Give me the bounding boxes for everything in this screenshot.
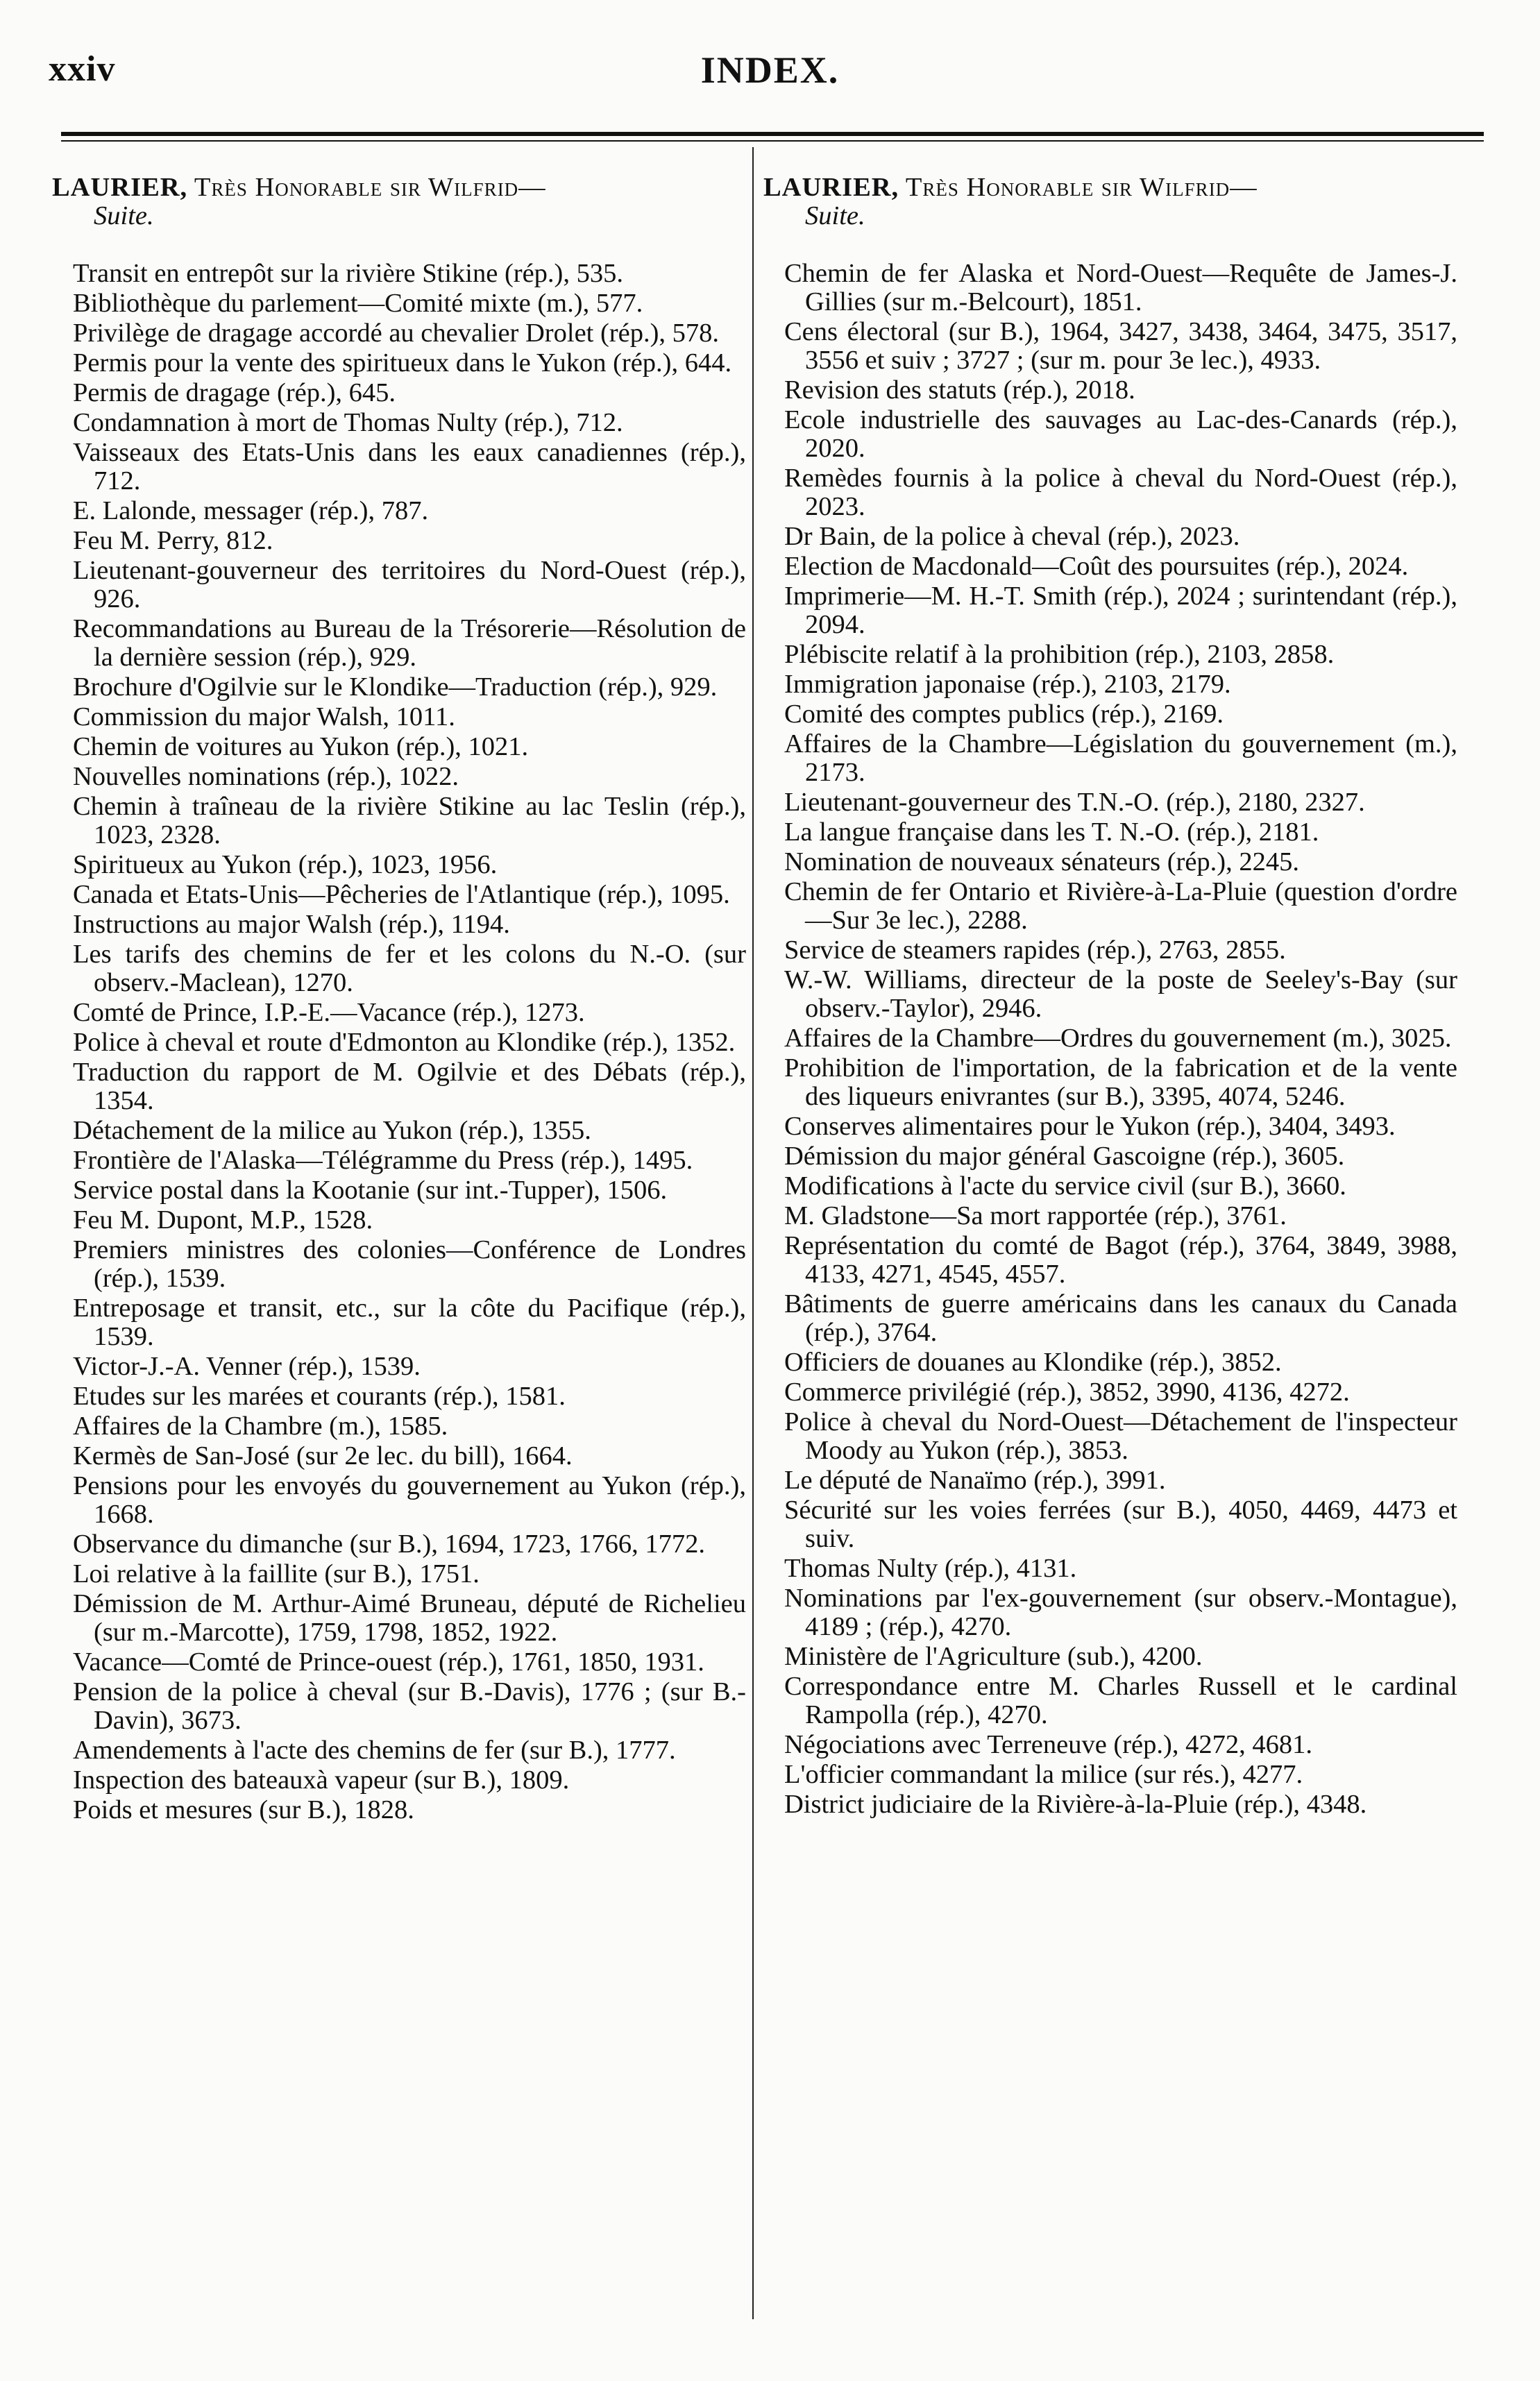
index-entry: Entreposage et transit, etc., sur la côte du Pacifique (rép.), 1539. (73, 1294, 746, 1351)
index-entry: Lieutenant-gouverneur des territoires du Nord-Ouest (rép.), 926. (73, 556, 746, 613)
index-entry: Inspection des bateauxà vapeur (sur B.), 1809. (73, 1765, 570, 1795)
header-rule-thin (61, 140, 1484, 142)
index-entry: Loi relative à la faillite (sur B.), 1751. (73, 1559, 480, 1588)
index-entry: Police à cheval et route d'Edmonton au Klondike (rép.), 1352. (73, 1028, 736, 1057)
index-entry: Affaires de la Chambre—Législation du gouvernement (m.), 2173. (784, 729, 1457, 787)
index-entry: Nouvelles nominations (rép.), 1022. (73, 762, 459, 791)
index-entry: Spiritueux au Yukon (rép.), 1023, 1956. (73, 850, 498, 879)
heading-name: LAURIER, (763, 173, 899, 202)
index-entry: Service de steamers rapides (rép.), 2763, 2855. (784, 935, 1286, 965)
index-entry: L'officier commandant la milice (sur rés.), 4277. (784, 1760, 1303, 1789)
index-entry: Cens électoral (sur B.), 1964, 3427, 3438, 3464, 3475, 3517, 3556 et suiv ; 3727 ; (sur m. pour 3e lec.), 4933. (784, 317, 1457, 375)
heading-title: Très Honorable sir Wilfrid— (194, 173, 546, 202)
index-entry: Démission du major général Gascoigne (rép.), 3605. (784, 1142, 1345, 1171)
index-entry: Revision des statuts (rép.), 2018. (784, 375, 1135, 405)
index-entry: Immigration japonaise (rép.), 2103, 2179. (784, 670, 1231, 699)
index-entry: Vacance—Comté de Prince-ouest (rép.), 1761, 1850, 1931. (73, 1647, 704, 1677)
index-entry: Chemin de fer Alaska et Nord-Ouest—Requête de James-J. Gillies (sur m.-Belcourt), 1851. (784, 259, 1457, 316)
index-entry: Privilège de dragage accordé au chevalier Drolet (rép.), 578. (73, 319, 720, 348)
index-entry: W.-W. Williams, directeur de la poste de Seeley's-Bay (sur observ.-Taylor), 2946. (784, 965, 1457, 1023)
index-entry: Remèdes fournis à la police à cheval du Nord-Ouest (rép.), 2023. (784, 464, 1457, 521)
right-column (763, 173, 1457, 1820)
index-entry: Commerce privilégié (rép.), 3852, 3990, 4136, 4272. (784, 1378, 1350, 1407)
index-entry: Négociations avec Terreneuve (rép.), 4272, 4681. (784, 1730, 1312, 1759)
index-entry: Prohibition de l'importation, de la fabrication et de la vente des liqueurs enivrantes (sur B.), 3395, 4074, 5246. (784, 1053, 1457, 1111)
index-entry: Ministère de l'Agriculture (sub.), 4200. (784, 1642, 1203, 1671)
index-entry: Plébiscite relatif à la prohibition (rép.), 2103, 2858. (784, 640, 1335, 669)
index-entry: Kermès de San-José (sur 2e lec. du bill), 1664. (73, 1441, 573, 1471)
entry-list (763, 260, 1457, 1819)
index-entry: Nominations par l'ex-gouvernement (sur observ.-Montague), 4189 ; (rép.), 4270. (784, 1584, 1457, 1641)
index-entry: Comté de Prince, I.P.-E.—Vacance (rép.), 1273. (73, 998, 585, 1027)
index-entry: Poids et mesures (sur B.), 1828. (73, 1795, 414, 1824)
index-entry: Canada et Etats-Unis—Pêcheries de l'Atlantique (rép.), 1095. (73, 880, 730, 909)
index-entry: M. Gladstone—Sa mort rapportée (rép.), 3761. (784, 1201, 1287, 1230)
index-entry: Chemin à traîneau de la rivière Stikine au lac Teslin (rép.), 1023, 2328. (73, 792, 746, 849)
heading-name: LAURIER, (52, 173, 188, 202)
index-entry: Le député de Nanaïmo (rép.), 3991. (784, 1466, 1166, 1495)
index-entry: Officiers de douanes au Klondike (rép.), 3852. (784, 1348, 1282, 1377)
index-entry: Commission du major Walsh, 1011. (73, 702, 455, 731)
index-entry: Vaisseaux des Etats-Unis dans les eaux canadiennes (rép.), 712. (73, 438, 746, 495)
index-entry: Frontière de l'Alaska—Télégramme du Press (rép.), 1495. (73, 1146, 693, 1175)
index-entry: Traduction du rapport de M. Ogilvie et des Débats (rép.), 1354. (73, 1058, 746, 1115)
index-entry: Recommandations au Bureau de la Trésorerie—Résolution de la dernière session (rép.), 929. (73, 614, 746, 672)
heading-suite: Suite. (94, 201, 154, 230)
index-entry: Feu M. Perry, 812. (73, 526, 273, 555)
index-entry: Observance du dimanche (sur B.), 1694, 1723, 1766, 1772. (73, 1530, 705, 1559)
index-entry: Police à cheval du Nord-Ouest—Détachement de l'inspecteur Moody au Yukon (rép.), 3853. (784, 1407, 1457, 1465)
index-entry: Thomas Nulty (rép.), 4131. (784, 1554, 1077, 1583)
entry-list (52, 260, 746, 1824)
index-entry: Représentation du comté de Bagot (rép.), 3764, 3849, 3988, 4133, 4271, 4545, 4557. (784, 1231, 1457, 1289)
page-title: INDEX. (700, 49, 840, 91)
index-heading (763, 173, 1457, 230)
index-entry: Amendements à l'acte des chemins de fer (sur B.), 1777. (73, 1736, 676, 1765)
index-entry: E. Lalonde, messager (rép.), 787. (73, 496, 429, 525)
index-entry: Détachement de la milice au Yukon (rép.), 1355. (73, 1116, 591, 1145)
index-entry: La langue française dans les T. N.-O. (rép.), 2181. (784, 817, 1319, 847)
index-entry: Service postal dans la Kootanie (sur int.-Tupper), 1506. (73, 1176, 668, 1205)
index-entry: Conserves alimentaires pour le Yukon (rép.), 3404, 3493. (784, 1112, 1396, 1141)
index-entry: Instructions au major Walsh (rép.), 1194. (73, 910, 510, 939)
heading-title: Très Honorable sir Wilfrid— (905, 173, 1258, 202)
index-entry: Pensions pour les envoyés du gouvernement au Yukon (rép.), 1668. (73, 1471, 746, 1529)
left-column (52, 173, 746, 1826)
index-entry: Pension de la police à cheval (sur B.-Davis), 1776 ; (sur B.-Davin), 3673. (73, 1677, 746, 1735)
header-rule-thick (61, 132, 1484, 136)
heading-suite: Suite. (805, 201, 865, 230)
page-number: xxiv (49, 49, 116, 89)
index-entry: Affaires de la Chambre—Ordres du gouvernement (m.), 3025. (784, 1024, 1452, 1053)
index-heading (52, 173, 746, 230)
index-entry: Affaires de la Chambre (m.), 1585. (73, 1412, 448, 1441)
index-entry: Chemin de voitures au Yukon (rép.), 1021. (73, 732, 529, 761)
index-entry: Démission de M. Arthur-Aimé Bruneau, député de Richelieu (sur m.-Marcotte), 1759, 1798, 1852, 1922. (73, 1589, 746, 1647)
index-entry: Etudes sur les marées et courants (rép.), 1581. (73, 1382, 566, 1411)
index-entry: Imprimerie—M. H.-T. Smith (rép.), 2024 ; surintendant (rép.), 2094. (784, 582, 1457, 639)
index-entry: Chemin de fer Ontario et Rivière-à-La-Pluie (question d'ordre—Sur 3e lec.), 2288. (784, 877, 1457, 935)
index-entry: Premiers ministres des colonies—Conférence de Londres (rép.), 1539. (73, 1235, 746, 1293)
index-entry: Feu M. Dupont, M.P., 1528. (73, 1205, 373, 1235)
index-entry: Les tarifs des chemins de fer et les colons du N.-O. (sur observ.-Maclean), 1270. (73, 940, 746, 997)
index-entry: Permis pour la vente des spiritueux dans le Yukon (rép.), 644. (73, 348, 732, 378)
index-entry: Election de Macdonald—Coût des poursuites (rép.), 2024. (784, 552, 1409, 581)
index-entry: Dr Bain, de la police à cheval (rép.), 2023. (784, 522, 1240, 551)
column-divider (752, 147, 754, 2319)
index-entry: Permis de dragage (rép.), 645. (73, 378, 396, 407)
index-entry: Modifications à l'acte du service civil (sur B.), 3660. (784, 1171, 1346, 1201)
index-entry: Lieutenant-gouverneur des T.N.-O. (rép.), 2180, 2327. (784, 788, 1365, 817)
index-entry: Bibliothèque du parlement—Comité mixte (m.), 577. (73, 289, 643, 318)
index-entry: Transit en entrepôt sur la rivière Stikine (rép.), 535. (73, 259, 623, 288)
index-entry: Correspondance entre M. Charles Russell et le cardinal Rampolla (rép.), 4270. (784, 1672, 1457, 1729)
index-entry: District judiciaire de la Rivière-à-la-Pluie (rép.), 4348. (784, 1790, 1367, 1819)
index-entry: Bâtiments de guerre américains dans les canaux du Canada (rép.), 3764. (784, 1289, 1457, 1347)
index-entry: Nomination de nouveaux sénateurs (rép.), 2245. (784, 847, 1299, 876)
index-entry: Ecole industrielle des sauvages au Lac-des-Canards (rép.), 2020. (784, 405, 1457, 463)
index-entry: Condamnation à mort de Thomas Nulty (rép.), 712. (73, 408, 623, 437)
index-entry: Victor-J.-A. Venner (rép.), 1539. (73, 1352, 421, 1381)
index-entry: Sécurité sur les voies ferrées (sur B.), 4050, 4469, 4473 et suiv. (784, 1495, 1457, 1553)
index-entry: Brochure d'Ogilvie sur le Klondike—Traduction (rép.), 929. (73, 672, 718, 702)
index-entry: Comité des comptes publics (rép.), 2169. (784, 700, 1224, 729)
